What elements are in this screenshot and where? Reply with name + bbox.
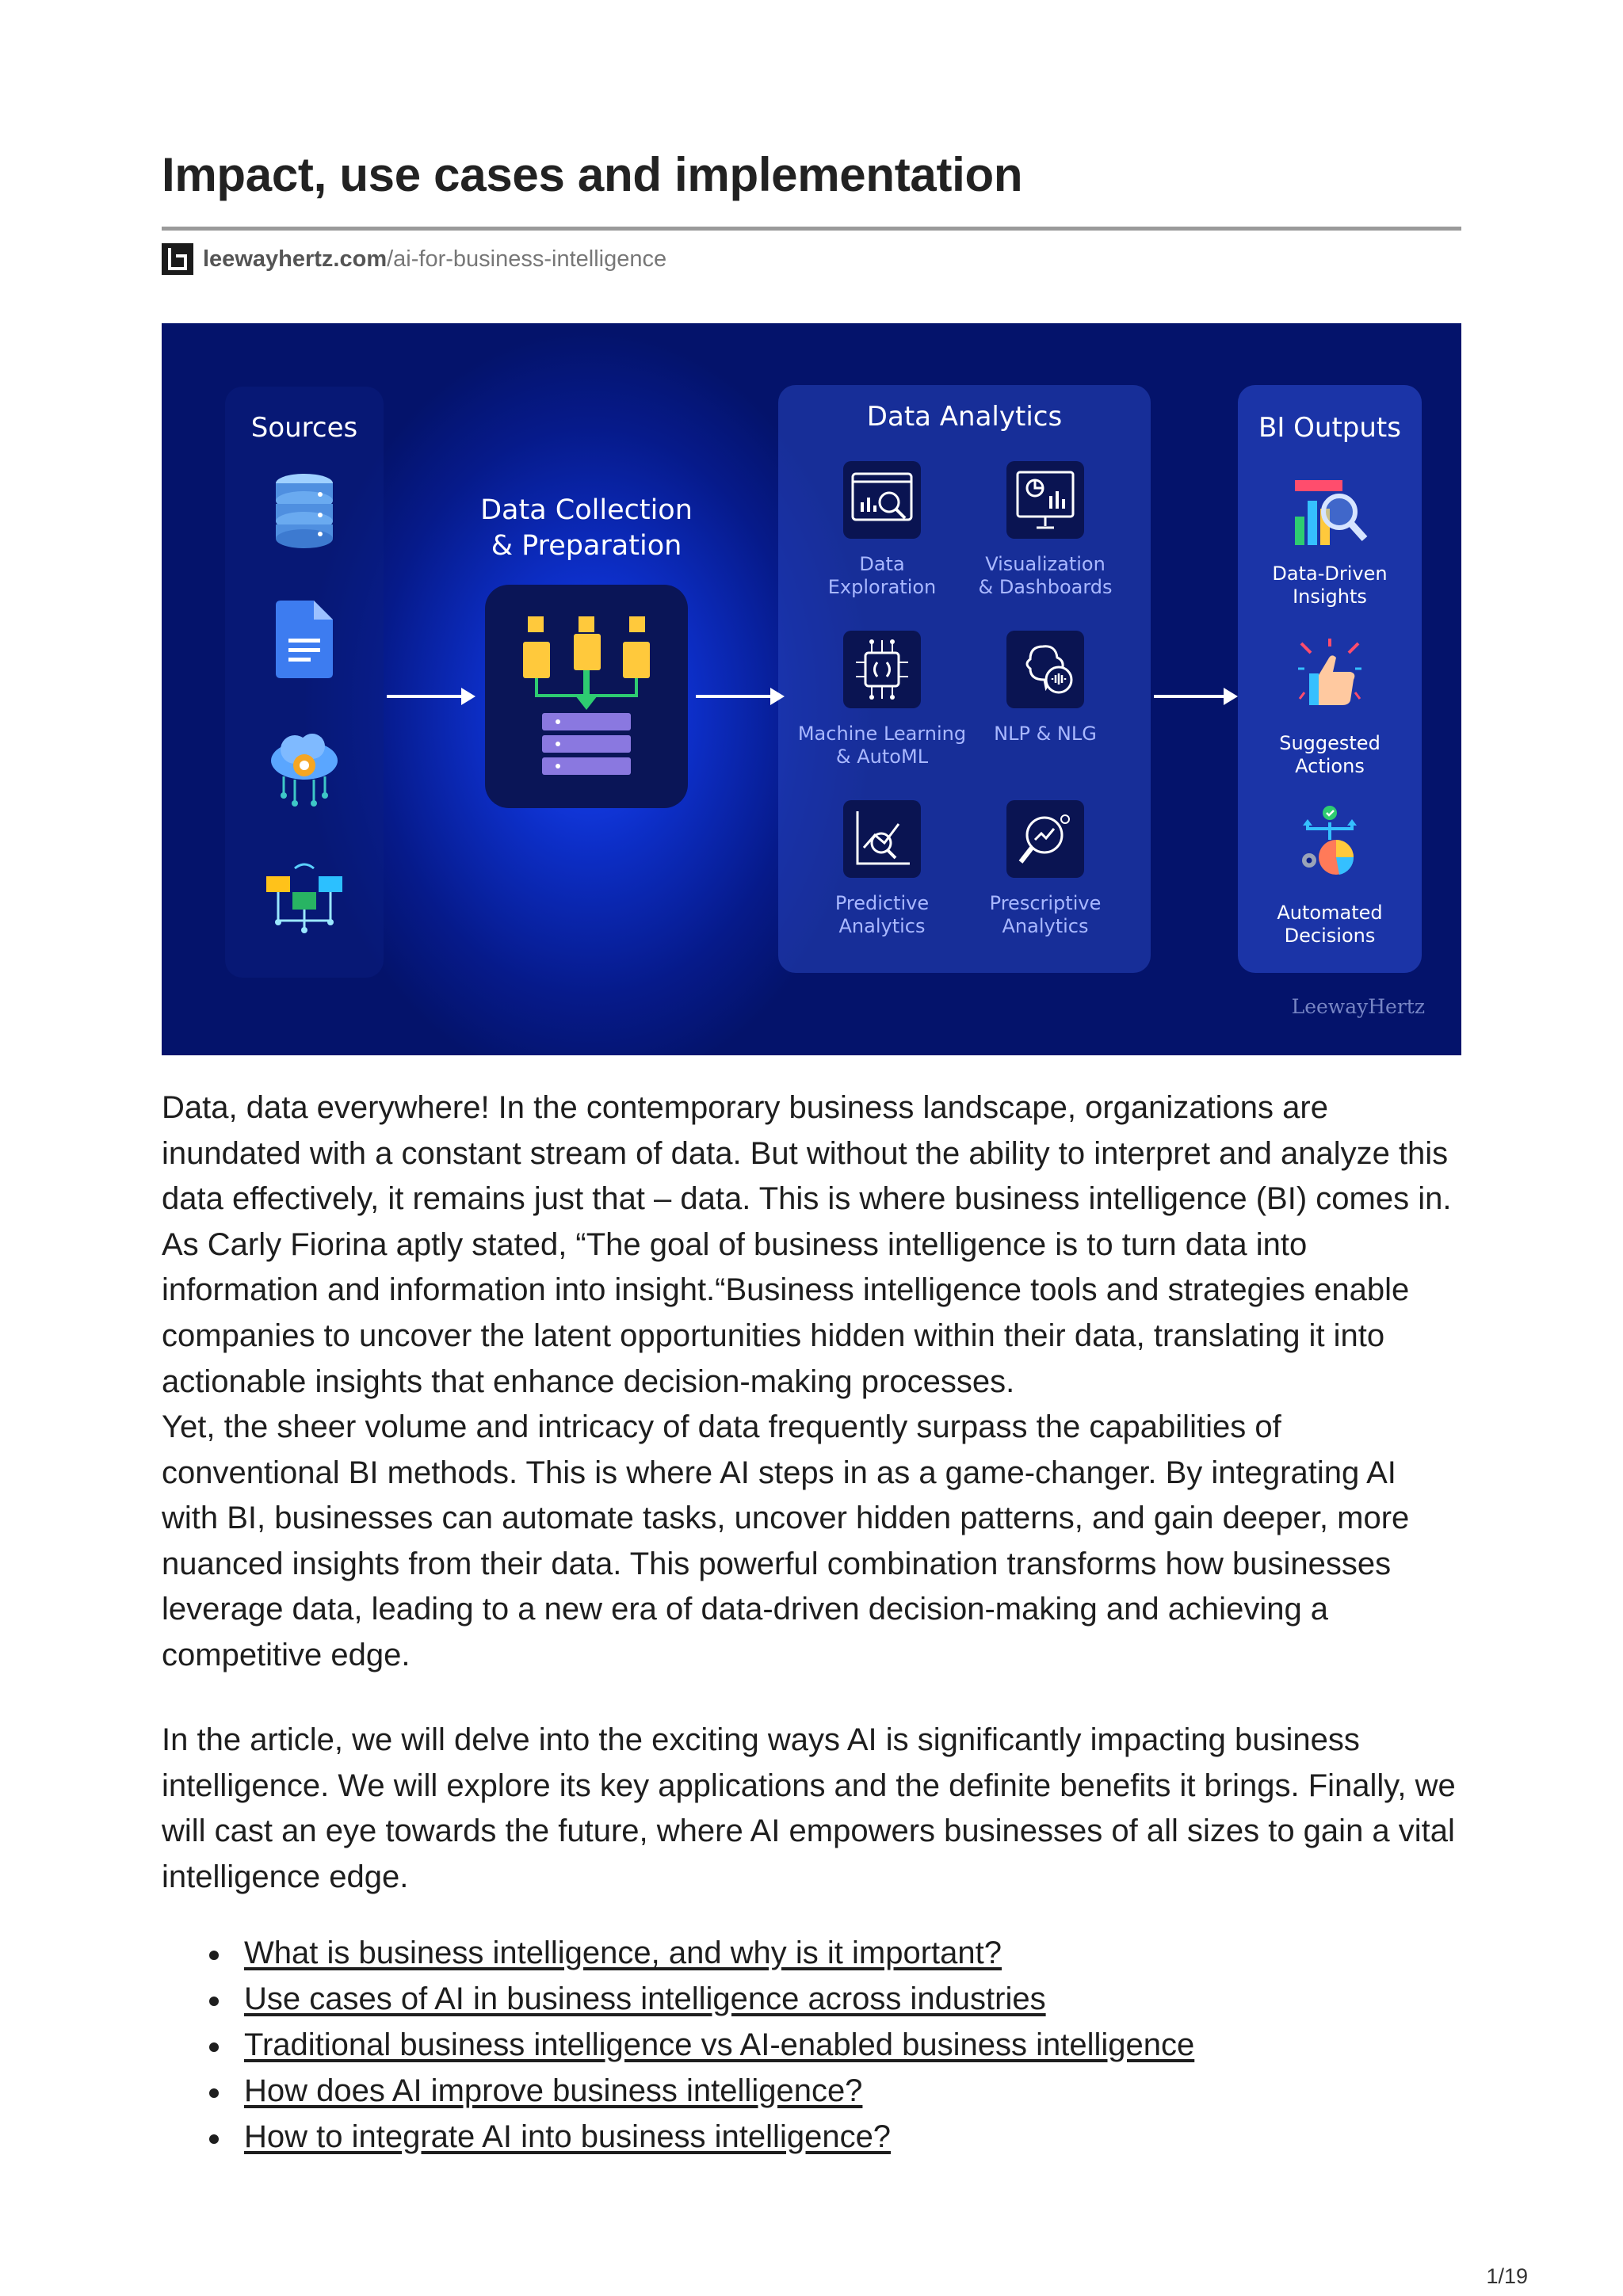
brain-speech-icon [1006,631,1084,708]
bi-outputs-title: BI Outputs [1258,412,1401,444]
toc-item [162,2114,1194,2160]
data-exploration-icon [843,461,921,539]
toc-link-traditional-vs-ai[interactable]: Traditional business intelligence vs AI-enabled business intelligence [244,2027,1195,2062]
arrow-analytics-to-outputs [1154,695,1227,698]
nlp-nlg-tile [1006,631,1084,708]
toc-link-what-is-bi[interactable]: What is business intelligence, and why is it important? [244,1936,1002,1970]
data-analytics-panel [778,385,1151,973]
nlp-nlg-label: NLP & NLG [994,723,1097,745]
arrow-sources-to-collection [387,695,464,698]
visualization-tile [1006,461,1084,539]
prescriptive-analytics-tile [1006,800,1084,878]
site-favicon-icon [162,243,193,275]
data-collection-title: Data Collection & Preparation [480,494,693,562]
data-exploration-label: Data Exploration [827,553,937,598]
leewayhertz-watermark: LeewayHertz [1291,995,1425,1018]
database-icon [273,471,336,550]
toc-item [162,1930,1194,1976]
arrow-collection-to-analytics [696,695,773,698]
bi-architecture-diagram [162,323,1461,1055]
dashboard-icon [1006,461,1084,539]
predictive-analytics-label: Predictive Analytics [834,892,930,937]
ai-chip-icon [843,631,921,708]
toc-link-use-cases[interactable]: Use cases of AI in business intelligence across industries [244,1981,1046,2016]
source-link[interactable] [162,242,666,276]
automated-decisions-label: Automated Decisions [1277,902,1383,947]
data-driven-insights-label: Data-Driven Insights [1272,563,1388,608]
page-title: Impact, use cases and implementation [162,148,1023,201]
source-domain: leewayhertz.com [203,246,388,272]
title-divider [162,227,1461,231]
predictive-chart-icon [843,800,921,878]
network-devices-icon [263,860,346,935]
toc-item [162,2068,1194,2114]
prescriptive-analytics-label: Prescriptive Analytics [989,892,1102,937]
machine-learning-label: Machine Learning & AutoML [797,723,967,768]
toc-item [162,2022,1194,2068]
intro-paragraph: Data, data everywhere! In the contemporary business landscape, organizations are inundated with a constant stream of data. But without the ability to interpret and analyze this data effectively, it remains just that – data. This is where business intelligence (BI) comes in. As Carly Fiorina aptly stated, “The goal of business intelligence is to turn data into information and information into insight.“Business intelligence tools and strategies enable companies to uncover the latent opportunities hidden within their data, translating it into actionable insights that enhance decision-making processes. [162,1090,1452,1399]
automated-decisions-icon [1292,805,1368,878]
toc-link-how-to-integrate[interactable]: How to integrate AI into business intelligence? [244,2119,892,2154]
data-pipeline-server-icon [523,613,650,781]
visualization-label: Visualization & Dashboards [978,553,1113,598]
article-overview-paragraph: In the article, we will delve into the exciting ways AI is significantly impacting business intelligence. We will explore its key applications and the definite benefits it brings. Finally, we will cast an eye towards the future, where AI empowers businesses of all sizes to gain a vital intelligence edge. [162,1722,1456,1894]
ai-bi-paragraph: Yet, the sheer volume and intricacy of data frequently surpass the capabilities of conventional BI methods. This is where AI steps in as a game-changer. By integrating AI with BI, businesses can automate tasks, uncover hidden patterns, and gain deeper, more nuanced insights from their data. This powerful combination transforms how businesses leverage data, leading to a new era of data-driven decision-making and achieving a competitive edge. [162,1409,1410,1672]
data-analytics-title: Data Analytics [866,401,1063,433]
source-path: /ai-for-business-intelligence [387,246,667,272]
machine-learning-tile [843,631,921,708]
thumbs-up-actions-icon [1293,637,1366,708]
data-collection-box [485,585,688,808]
toc-link-how-ai-improves[interactable]: How does AI improve business intelligence? [244,2073,863,2108]
suggested-actions-label: Suggested Actions [1279,732,1381,777]
table-of-contents [162,1930,1194,2160]
insights-chart-icon [1290,477,1369,548]
document-icon [276,601,333,678]
prescriptive-magnifier-icon [1006,800,1084,878]
predictive-analytics-tile [843,800,921,878]
toc-item [162,1976,1194,2022]
sources-title: Sources [250,412,358,444]
data-exploration-tile [843,461,921,539]
page-number: 1/19 [1486,2264,1528,2288]
cloud-settings-icon [268,729,341,808]
